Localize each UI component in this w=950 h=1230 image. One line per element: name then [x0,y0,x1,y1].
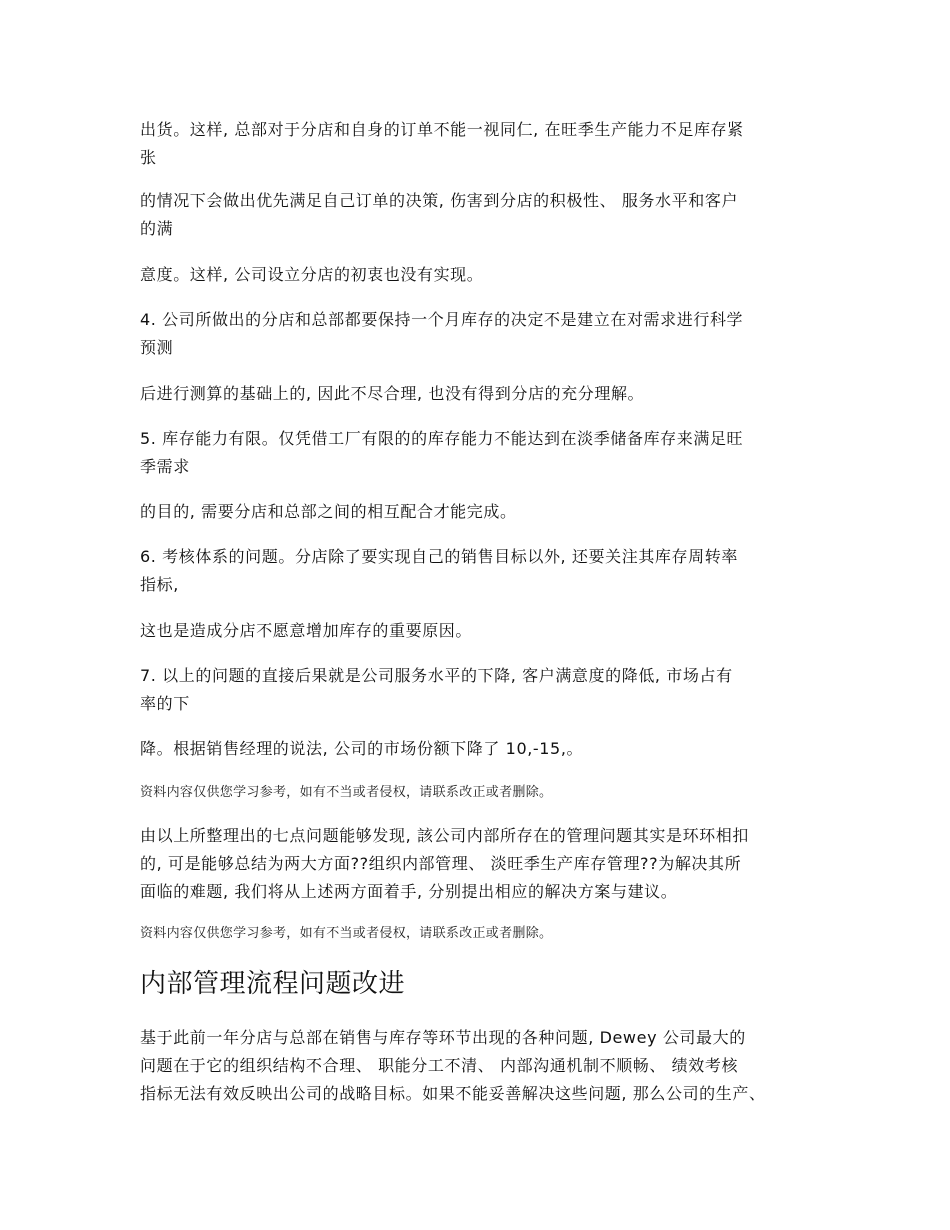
paragraph-line: 7. 以上的问题的直接后果就是公司服务水平的下降, 客户满意度的降低, 市场占有 [140,666,733,685]
paragraph-6 [140,425,830,481]
paragraph-10 [140,662,830,718]
paragraph-5 [140,380,830,408]
paragraph-1 [140,116,830,172]
paragraph-9 [140,617,830,645]
summary-paragraph [140,822,830,906]
paragraph-line: 6. 考核体系的问题。分店除了要实现自己的销售目标以外, 还要关注其库存周转率 [140,547,738,566]
paragraph-line: 由以上所整理出的七点问题能够发现, 該公司内部所存在的管理问题其实是环环相扣 [140,826,749,845]
paragraph-line: 基于此前一年分店与总部在销售与库存等环节出现的各种问题, Dewey 公司最大的 [140,1028,746,1047]
paragraph-4 [140,306,830,362]
paragraph-line: 指标无法有效反映出公司的战略目标。如果不能妥善解决这些问题, 那么公司的生产、 [140,1084,766,1103]
paragraph-line: 出货。这样, 总部对于分店和自身的订单不能一视同仁, 在旺季生产能力不足库存紧 [140,120,744,139]
paragraph-line: 4. 公司所做出的分店和总部都要保持一个月库存的决定不是建立在对需求进行科学 [140,310,744,329]
paragraph-line: 这也是造成分店不愿意增加库存的重要原因。 [140,621,473,640]
paragraph-line: 的, 可是能够总结为两大方面??组织内部管理、 淡旺季生产库存管理??为解决其所 [140,854,742,873]
paragraph-line: 后进行测算的基础上的, 因此不尽合理, 也没有得到分店的充分理解。 [140,384,645,403]
paragraph-line: 面临的难题, 我们将从上述两方面着手, 分别提出相应的解决方案与建议。 [140,882,678,901]
paragraph-line: 降。根据销售经理的说法, 公司的市场份额下降了 10,-15,。 [140,739,584,758]
paragraph-3 [140,261,830,289]
paragraph-11 [140,735,830,763]
paragraph-line: 季需求 [140,457,190,476]
paragraph-2 [140,187,830,243]
disclaimer-note: 资料内容仅供您学习参考，如有不当或者侵权，请联系改正或者删除。 [140,785,553,800]
paragraph-line: 张 [140,148,157,167]
section-heading: 内部管理流程问题改进 [140,969,406,999]
paragraph-line: 问题在于它的组织结构不合理、 职能分工不清、 内部沟通机制不顺畅、 绩效考核 [140,1056,739,1075]
paragraph-line: 的满 [140,219,174,238]
paragraph-line: 预测 [140,338,174,357]
section-body-paragraph [140,1024,830,1108]
paragraph-line: 意度。这样, 公司设立分店的初衷也没有实现。 [140,265,484,284]
paragraph-line: 的目的, 需要分店和总部之间的相互配合才能完成。 [140,502,517,521]
paragraph-7 [140,498,830,526]
paragraph-line: 的情况下会做出优先满足自己订单的决策, 伤害到分店的积极性、 服务水平和客户 [140,191,739,210]
disclaimer-note: 资料内容仅供您学习参考，如有不当或者侵权，请联系改正或者删除。 [140,926,553,941]
paragraph-line: 率的下 [140,694,190,713]
paragraph-line: 指标, [140,575,179,594]
paragraph-line: 5. 库存能力有限。仅凭借工厂有限的的库存能力不能达到在淡季储备库存来满足旺 [140,429,744,448]
paragraph-8 [140,543,830,599]
